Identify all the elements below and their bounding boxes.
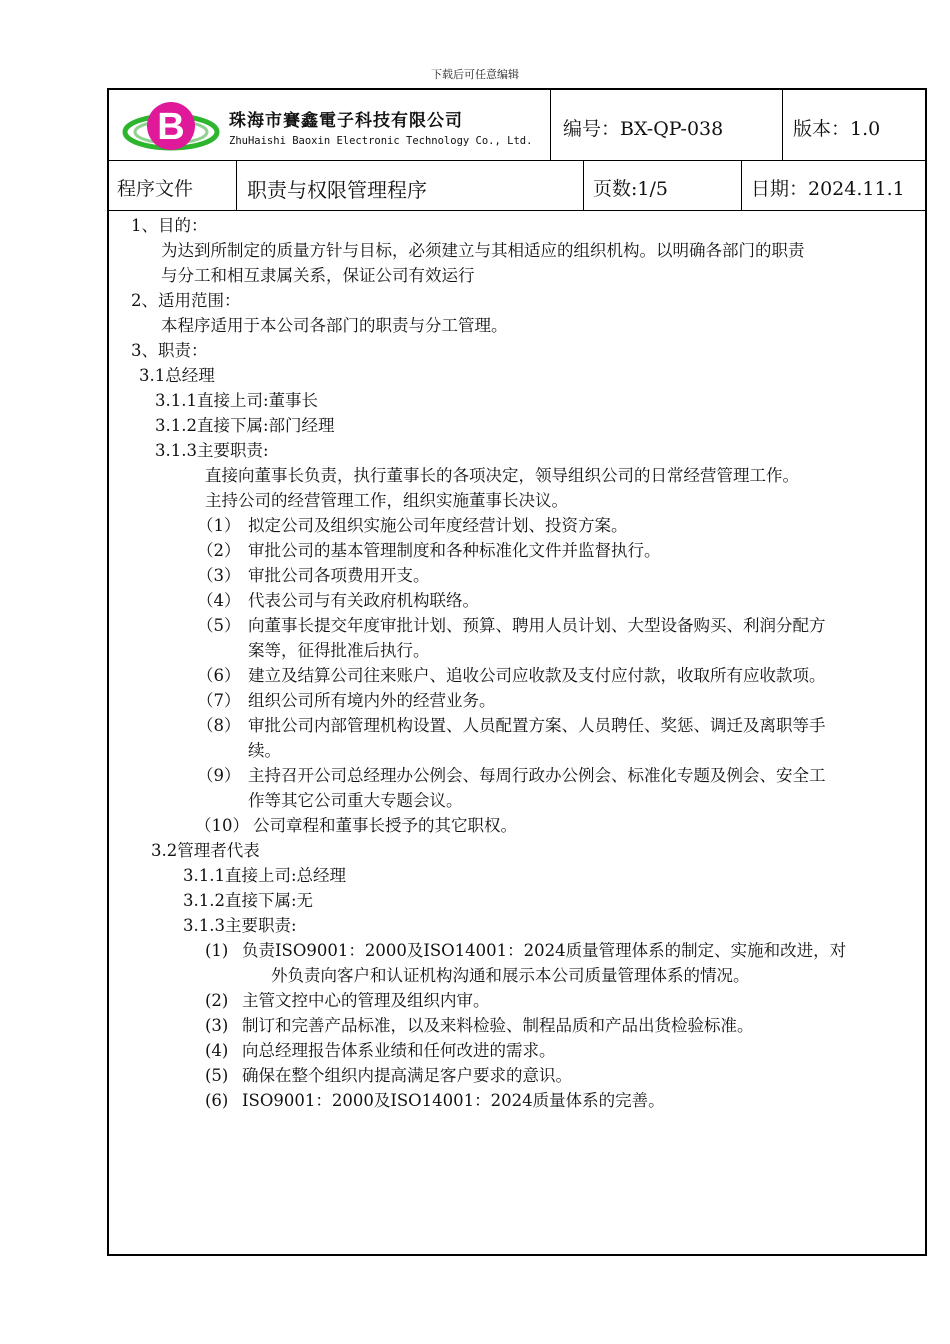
list-item-continuation: 外负责向客户和认证机构沟通和展示本公司质量管理体系的情况。 xyxy=(271,966,750,985)
list-item: 审批公司内部管理机构设置、人员配置方案、人员聘任、奖惩、调迁及离职等手 xyxy=(248,716,826,735)
header-divider-2 xyxy=(109,210,925,211)
logo-letter: B xyxy=(157,106,185,148)
list-item: 向总经理报告体系业绩和任何改进的需求。 xyxy=(242,1041,556,1060)
top-note: 下载后可任意编辑 xyxy=(431,68,519,81)
list-item: 拟定公司及组织实施公司年度经营计划、投资方案。 xyxy=(248,516,628,535)
list-item-continuation: 作等其它公司重大专题会议。 xyxy=(248,791,463,810)
header-vline-3 xyxy=(236,160,237,210)
doc-code: 编号：BX-QP-038 xyxy=(563,118,724,140)
paragraph-line: 为达到所制定的质量方针与目标，必须建立与其相适应的组织机构。以明确各部门的职责 xyxy=(161,241,805,260)
list-number: （7） xyxy=(197,691,241,710)
company-name-cn: 珠海市賽鑫電子科技有限公司 xyxy=(229,111,463,131)
list-item: 主管文控中心的管理及组织内审。 xyxy=(242,991,490,1010)
company-logo xyxy=(121,96,221,158)
doc-date: 日期：2024.11.1 xyxy=(751,178,905,200)
list-item: 代表公司与有关政府机构联络。 xyxy=(248,591,479,610)
list-number: （9） xyxy=(197,766,241,785)
list-item: 负责ISO9001：2000及ISO14001：2024质量管理体系的制定、实施和改进，对 xyxy=(242,941,847,960)
paragraph-line: 主持公司的经营管理工作，组织实施董事长决议。 xyxy=(205,491,568,510)
list-number: (3) xyxy=(205,1016,229,1035)
list-number: （3） xyxy=(197,566,241,585)
list-item: 向董事长提交年度审批计划、预算、聘用人员计划、大型设备购买、利润分配方 xyxy=(248,616,826,635)
list-item: 公司章程和董事长授予的其它职权。 xyxy=(253,816,517,835)
list-item: 制订和完善产品标准，以及来料检验、制程品质和产品出货检验标准。 xyxy=(242,1016,754,1035)
list-item: ISO9001：2000及ISO14001：2024质量体系的完善。 xyxy=(242,1091,665,1110)
list-number: （10） xyxy=(195,816,249,835)
list-number: (6) xyxy=(205,1091,229,1110)
company-name-en: ZhuHaishi Baoxin Electronic Technology Co., Ltd. xyxy=(229,135,533,147)
section-heading: 3、职责： xyxy=(131,341,208,360)
section-heading: 2、适用范围： xyxy=(131,291,241,310)
subsection-heading: 3.1总经理 xyxy=(139,366,215,385)
section-heading: 1、目的： xyxy=(131,216,208,235)
subsection-item: 3.1.1直接上司:董事长 xyxy=(155,391,319,410)
list-item-continuation: 案等，征得批准后执行。 xyxy=(248,641,430,660)
doc-title: 职责与权限管理程序 xyxy=(247,178,427,202)
header-vline-1 xyxy=(550,90,551,160)
subsection-heading: 3.2管理者代表 xyxy=(151,841,260,860)
list-number: (1) xyxy=(205,941,229,960)
list-item: 建立及结算公司往来账户、追收公司应收款及支付应付款，收取所有应收款项。 xyxy=(248,666,826,685)
header-vline-4 xyxy=(583,160,584,210)
header-divider-1 xyxy=(109,160,925,161)
doc-type: 程序文件 xyxy=(117,178,194,200)
list-number: （5） xyxy=(197,616,241,635)
list-number: （4） xyxy=(197,591,241,610)
list-number: （8） xyxy=(197,716,241,735)
doc-version: 版本：1.0 xyxy=(793,118,881,140)
list-number: （1） xyxy=(197,516,241,535)
list-item: 主持召开公司总经理办公例会、每周行政办公例会、标准化专题及例会、安全工 xyxy=(248,766,826,785)
list-item: 审批公司各项费用开支。 xyxy=(248,566,430,585)
header-vline-2 xyxy=(782,90,783,160)
subsection-item: 3.1.1直接上司:总经理 xyxy=(183,866,347,885)
list-item: 组织公司所有境内外的经营业务。 xyxy=(248,691,496,710)
list-item: 审批公司的基本管理制度和各种标准化文件并监督执行。 xyxy=(248,541,661,560)
list-item: 确保在整个组织内提高满足客户要求的意识。 xyxy=(242,1066,572,1085)
list-number: (5) xyxy=(205,1066,229,1085)
paragraph-line: 与分工和相互隶属关系，保证公司有效运行 xyxy=(161,266,475,285)
document-frame xyxy=(107,88,927,1256)
subsection-item: 3.1.2直接下属:部门经理 xyxy=(155,416,335,435)
subsection-item: 3.1.2直接下属:无 xyxy=(183,891,314,910)
subsection-item: 3.1.3主要职责: xyxy=(183,916,297,935)
list-number: （6） xyxy=(197,666,241,685)
list-number: (2) xyxy=(205,991,229,1010)
paragraph-line: 本程序适用于本公司各部门的职责与分工管理。 xyxy=(161,316,508,335)
doc-pages: 页数:1/5 xyxy=(593,178,668,200)
list-number: （2） xyxy=(197,541,241,560)
paragraph-line: 直接向董事长负责，执行董事长的各项决定，领导组织公司的日常经营管理工作。 xyxy=(205,466,799,485)
header-vline-5 xyxy=(741,160,742,210)
list-item-continuation: 续。 xyxy=(248,741,281,760)
subsection-item: 3.1.3主要职责: xyxy=(155,441,269,460)
list-number: (4) xyxy=(205,1041,229,1060)
